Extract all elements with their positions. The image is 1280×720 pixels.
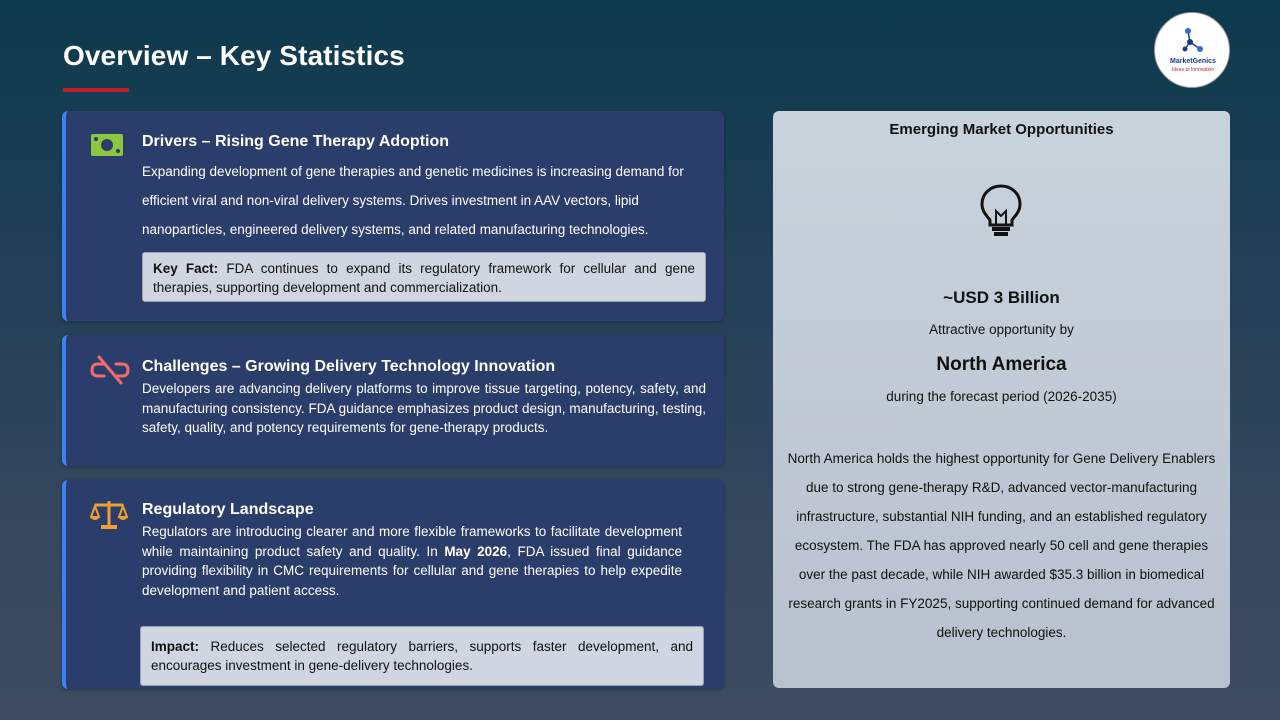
lightbulb-icon: [979, 183, 1023, 242]
card-body-text: , FDA issued final guidance providing flexibility in CMC requirements for cellular and gene therapies to help expedite development and patient access.: [142, 543, 682, 598]
card-body: Expanding development of gene therapies and genetic medicines is increasing demand for efficient viral and non-viral delivery systems. Drives investment in AAV vectors, lipid nanoparticles, engineered delivery systems, and related manufacturing technologies.: [142, 164, 684, 237]
page-title: Overview – Key Statistics: [63, 40, 405, 71]
impact-box: [140, 626, 704, 686]
balance-scale-icon: [90, 498, 128, 535]
card-title: Challenges – Growing Delivery Technology Innovation: [142, 358, 556, 375]
key-fact-box: [142, 252, 706, 302]
forecast-period: during the forecast period (2026-2035): [886, 389, 1117, 404]
company-logo[interactable]: [1154, 12, 1230, 88]
title-underline: [63, 88, 129, 92]
card-body-text: Regulators are introducing clearer and more flexible frameworks to facilitate development while maintaining product safety and quality. In: [142, 524, 682, 559]
market-opportunity-panel: [773, 111, 1230, 688]
panel-description: North America holds the highest opportunity for Gene Delivery Enablers due to strong gene-therapy R&D, advanced vector-manufacturing infrastructure, substantial NIH funding, and an established regulatory ecosystem. The FDA has approved nearly 50 cell and gene therapies over the past decade, while NIH awarded $35.3 billion in biomedical research grants in FY2025, supporting continued demand for advanced delivery technologies.: [787, 451, 1216, 640]
card-body: Developers are advancing delivery platforms to improve tissue targeting, potency, safety, and manufacturing consistency. FDA guidance emphasizes product design, manufacturing, testing, safety, quality, and potency requirements for gene-therapy products.: [142, 381, 706, 435]
opportunity-value: ~USD 3 Billion: [943, 288, 1060, 307]
opportunity-caption: Attractive opportunity by: [929, 322, 1074, 337]
card-body-date: May 2026: [444, 543, 508, 559]
impact-text: Reduces selected regulatory barriers, supports faster development, and encourages investment in gene-delivery technologies.: [151, 639, 693, 673]
key-fact-label: Key Fact:: [153, 261, 219, 276]
regulatory-card: [62, 480, 724, 689]
challenges-card: [62, 335, 724, 466]
logo-tagline: Ideas to Innovation: [1171, 67, 1215, 73]
card-body: [142, 522, 682, 600]
logo-name: MarketGenics: [1170, 58, 1216, 65]
card-title: Regulatory Landscape: [142, 501, 314, 518]
money-icon: [90, 131, 124, 164]
card-title: Drivers – Rising Gene Therapy Adoption: [142, 133, 450, 150]
key-fact-text: FDA continues to expand its regulatory framework for cellular and gene therapies, supporting development and commercialization.: [153, 261, 695, 295]
panel-title: Emerging Market Opportunities: [889, 121, 1114, 138]
molecule-icon: [1182, 27, 1204, 53]
opportunity-region: North America: [936, 354, 1067, 375]
drivers-card: [62, 111, 724, 321]
impact-label: Impact:: [151, 639, 200, 654]
broken-link-icon: [90, 355, 130, 390]
